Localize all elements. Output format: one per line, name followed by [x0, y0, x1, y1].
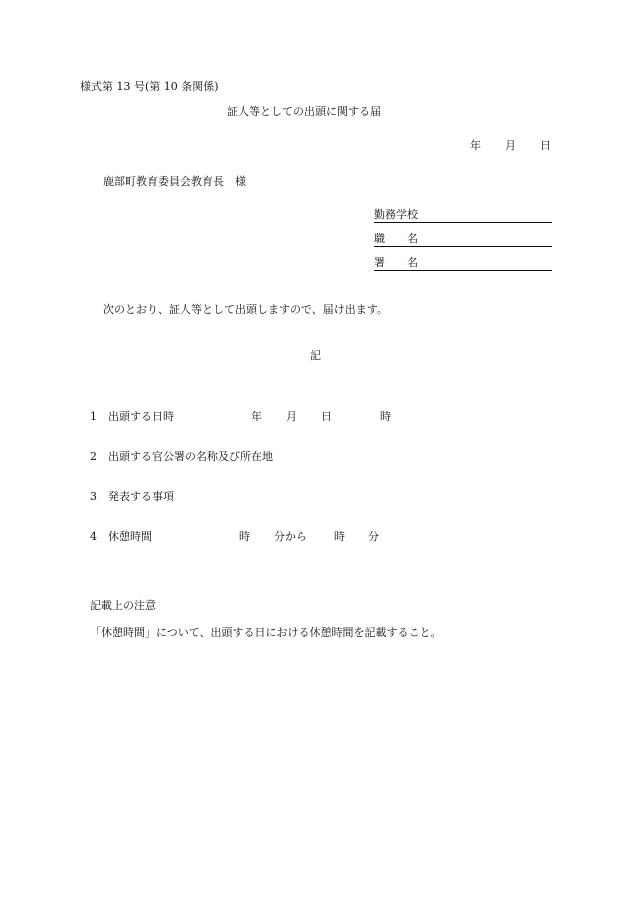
position-field: [374, 246, 552, 247]
item-number: 1: [90, 410, 97, 423]
item-1-month: 月: [286, 410, 297, 423]
item-4-to-hour: 時: [334, 530, 345, 543]
item-label: 出頭する日時: [108, 410, 174, 423]
form-number: 様式第 13 号(第 10 条関係): [80, 80, 219, 93]
item-label: 発表する事項: [108, 490, 174, 503]
item-number: 4: [90, 530, 97, 543]
body-text: 次のとおり、証人等として出頭しますので、届け出ます。: [103, 303, 388, 316]
name-label: 署 名: [374, 256, 418, 269]
document-title: 証人等としての出頭に関する届: [227, 105, 381, 118]
item-1-day: 日: [321, 410, 332, 423]
notes-text: 「休憩時間」について、出頭する日における休憩時間を記載すること。: [90, 626, 442, 639]
date-year-label: 年: [470, 139, 481, 152]
workplace-field: [374, 222, 552, 223]
workplace-label: 勤務学校: [374, 208, 418, 221]
ki-heading: 記: [310, 349, 321, 362]
date-month-label: 月: [505, 139, 516, 152]
notes-heading: 記載上の注意: [90, 599, 156, 612]
item-4-from-minute: 分から: [274, 530, 307, 543]
addressee: 鹿部町教育委員会教育長 様: [103, 175, 246, 188]
item-number: 2: [90, 450, 97, 463]
item-number: 3: [90, 490, 97, 503]
position-label: 職 名: [374, 232, 418, 245]
date-day-label: 日: [540, 139, 551, 152]
item-label: 出頭する官公署の名称及び所在地: [108, 450, 273, 463]
name-field: [374, 270, 552, 271]
item-4-from-hour: 時: [239, 530, 250, 543]
item-4-to-minute: 分: [368, 530, 379, 543]
item-label: 休憩時間: [108, 530, 152, 543]
item-1-hour: 時: [380, 410, 391, 423]
item-1-year: 年: [251, 410, 262, 423]
